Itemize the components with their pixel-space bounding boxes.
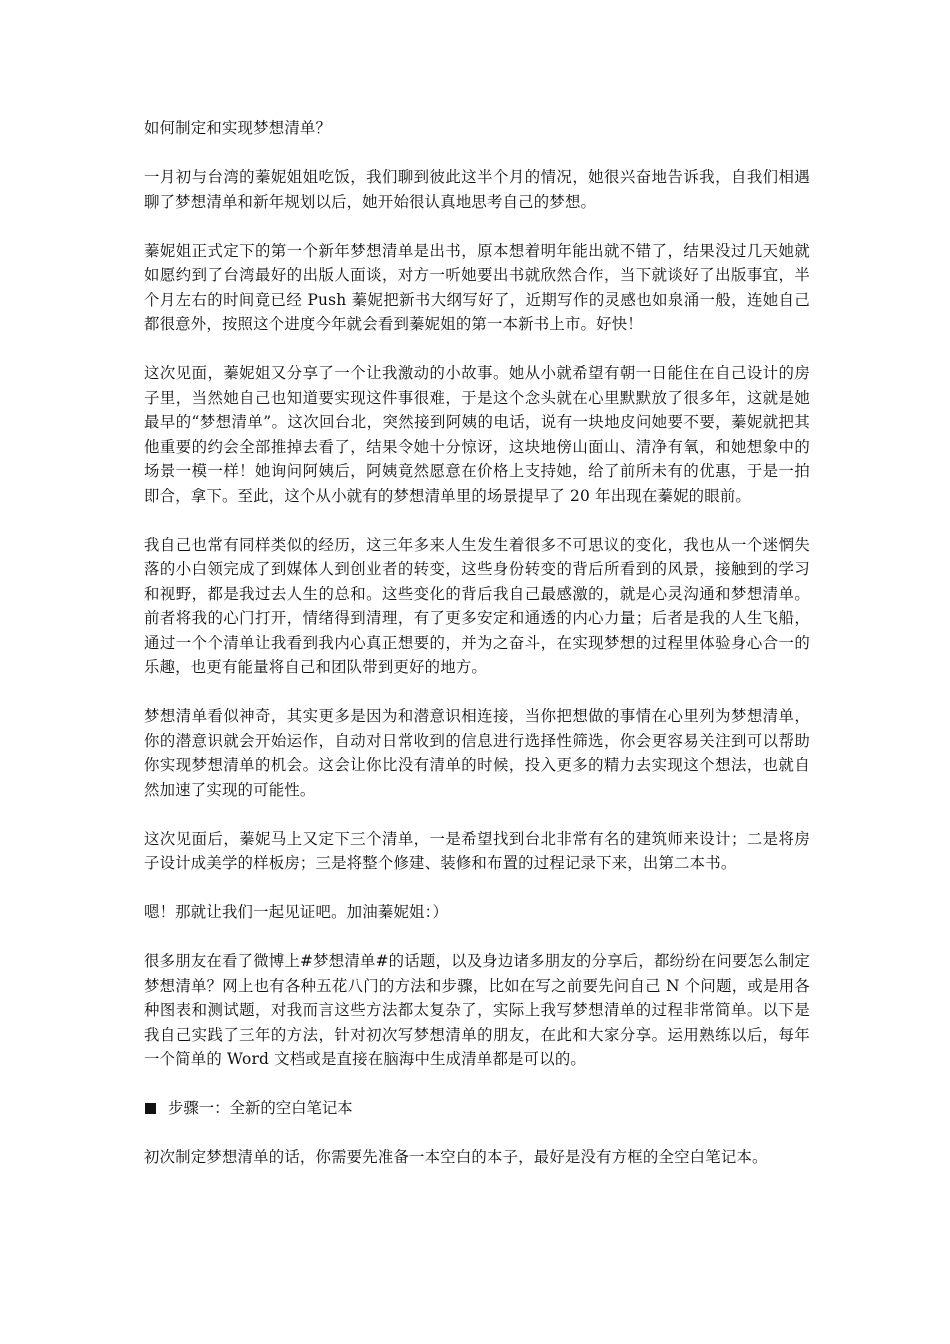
spacer xyxy=(144,1072,810,1097)
step-heading-text: 步骤一：全新的空白笔记本 xyxy=(168,1099,353,1117)
spacer xyxy=(144,337,810,362)
paragraph-1: 一月初与台湾的蓁妮姐姐吃饭，我们聊到彼此这半个月的情况，她很兴奋地告诉我，自我们相遇聊了梦想清单和新年规划以后，她开始很认真地思考自己的梦想。 xyxy=(144,168,810,211)
paragraph-3: 这次见面，蓁妮姐又分享了一个让我激动的小故事。她从小就希望有朝一日能住在自己设计的房子里，当然她自己也知道要实现这件事很难，于是这个念头就在心里默默放了很多年，这就是她最早的“梦想清单”。这次回台北，突然接到阿姨的电话，说有一块地皮问她要不要，蓁妮就把其他重要的约会全部推掉去看了，结果令她十分惊讶，这块地傍山面山、清净有氧，和她想象中的场景一模一样！她询问阿姨后，阿姨竟然愿意在价格上支持她，给了前所未有的优惠，于是一拍即合，拿下。至此，这个从小就有的梦想清单里的场景提早了 20 年出现在蓁妮的眼前。 xyxy=(144,364,810,505)
spacer xyxy=(144,680,810,705)
spacer xyxy=(144,214,810,239)
step-heading xyxy=(144,1096,810,1121)
paragraph-5: 梦想清单看似神奇，其实更多是因为和潜意识相连接，当你把想做的事情在心里列为梦想清单，你的潜意识就会开始运作，自动对日常收到的信息进行选择性筛选，你会更容易关注到可以帮助你实现梦想清单的机会。这会让你比没有清单的时候，投入更多的精力去实现这个想法，也就自然加速了实现的可能性。 xyxy=(144,707,810,799)
paragraph-7: 嗯！那就让我们一起见证吧。加油蓁妮姐：） xyxy=(144,903,449,921)
spacer xyxy=(144,925,810,950)
spacer xyxy=(144,508,810,533)
spacer xyxy=(144,876,810,901)
paragraph-6: 这次见面后，蓁妮马上又定下三个清单，一是希望找到台北非常有名的建筑师来设计；二是将房子设计成美学的样板房；三是将整个修建、装修和布置的过程记录下来，出第二本书。 xyxy=(144,829,810,872)
paragraph-2: 蓁妮姐正式定下的第一个新年梦想清单是出书，原本想着明年能出就不错了，结果没过几天她就如愿约到了台湾最好的出版人面谈，对方一听她要出书就欣然合作，当下就谈好了出版事宜，半个月左右的时间竟已经 Push 蓁妮把新书大纲写好了，近期写作的灵感也如泉涌一般，连她自己都很意外，按照这个进度今年就会看到蓁妮姐的第一本新书上市。好快！ xyxy=(144,241,810,333)
spacer xyxy=(144,1121,810,1146)
paragraph-4: 我自己也常有同样类似的经历，这三年多来人生发生着很多不可思议的变化，我也从一个迷惘失落的小白领完成了到媒体人到创业者的转变，这些身份转变的背后所看到的风景，接触到的学习和视野，都是我过去人生的总和。这些变化的背后我自己最感激的，就是心灵沟通和梦想清单。前者将我的心门打开，情绪得到清理，有了更多安定和通透的内心力量；后者是我的人生飞船，通过一个个清单让我看到我内心真正想要的，并为之奋斗，在实现梦想的过程里体验身心合一的乐趣，也更有能量将自己和团队带到更好的地方。 xyxy=(144,535,810,676)
document-title: 如何制定和实现梦想清单？ xyxy=(144,119,332,137)
document-page xyxy=(144,116,810,1170)
spacer xyxy=(144,802,810,827)
spacer xyxy=(144,141,810,166)
paragraph-8: 很多朋友在看了微博上#梦想清单#的话题，以及身边诸多朋友的分享后，都纷纷在问要怎么制定梦想清单？网上也有各种五花八门的方法和步骤，比如在写之前要先问自己 N 个问题，或是用各种图表和测试题，对我而言这些方法都太复杂了，实际上我写梦想清单的过程非常简单。以下是我自己实践了三年的方法，针对初次写梦想清单的朋友，在此和大家分享。运用熟练以后，每年一个简单的 Word 文档或是直接在脑海中生成清单都是可以的。 xyxy=(144,952,810,1068)
paragraph-last: 初次制定梦想清单的话，你需要先准备一本空白的本子，最好是没有方框的全空白笔记本。 xyxy=(144,1148,768,1166)
square-bullet-icon xyxy=(145,1103,156,1114)
